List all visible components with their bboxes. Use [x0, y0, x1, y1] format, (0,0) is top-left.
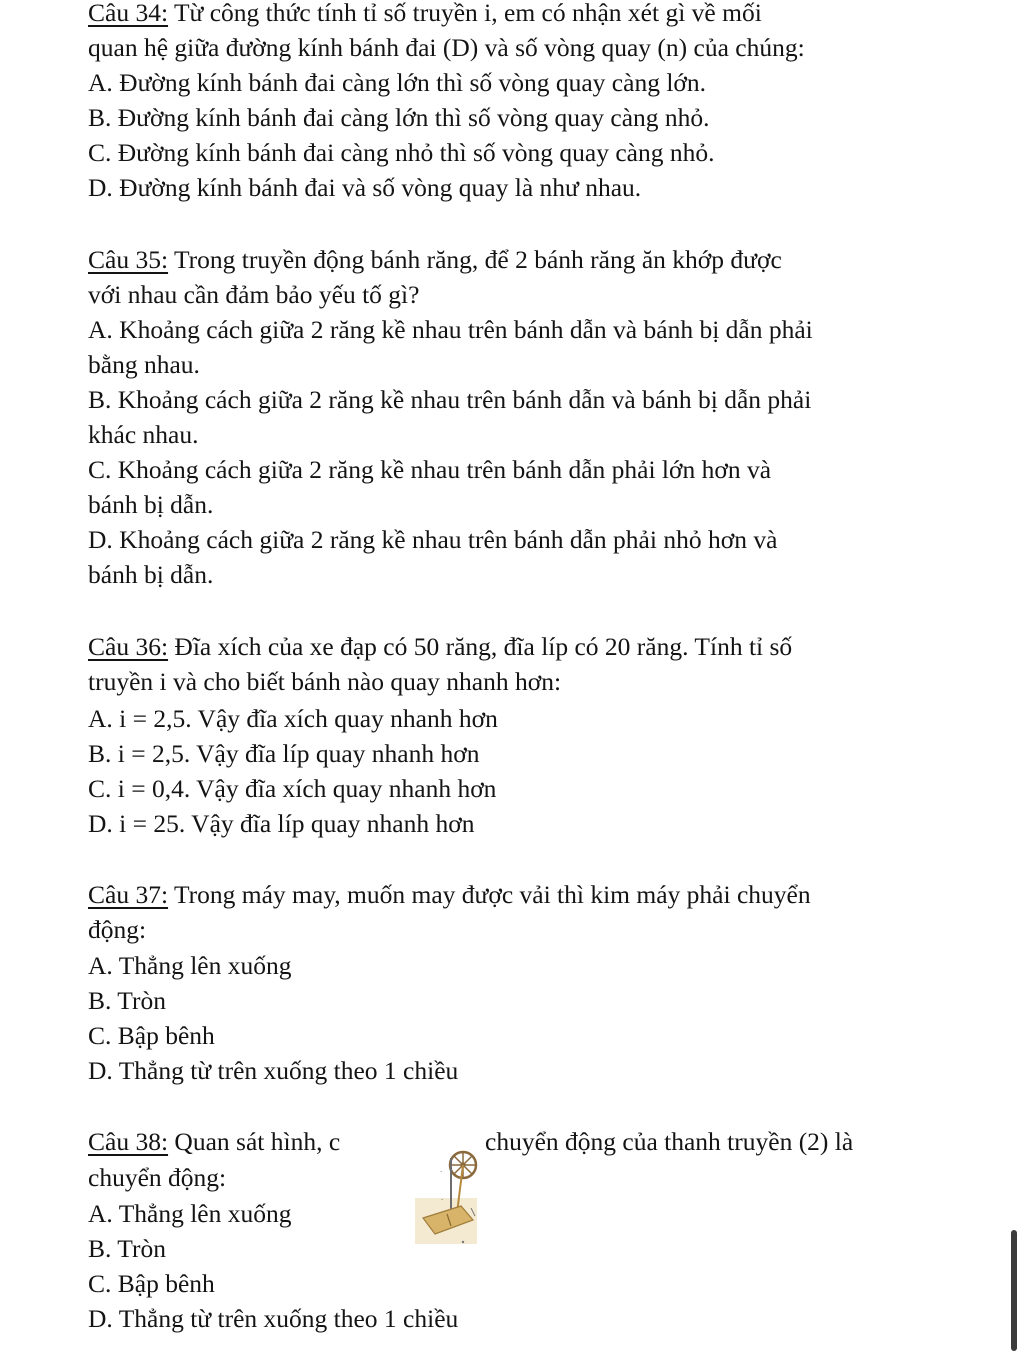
question-37-option-b: B. Tròn [88, 986, 166, 1015]
question-34-stem-text: Từ công thức tính tỉ số truyền i, em có nhận xét gì về mối [168, 0, 762, 27]
question-35-option-b-line-1: B. Khoảng cách giữa 2 răng kề nhau trên bánh dẫn và bánh bị dẫn phải [88, 385, 812, 414]
question-34-option-b: B. Đường kính bánh đai càng lớn thì số vòng quay càng nhỏ. [88, 103, 710, 132]
scrollbar-thumb[interactable] [1011, 1230, 1017, 1351]
question-35-option-d-line-1: D. Khoảng cách giữa 2 răng kề nhau trên bánh dẫn phải nhỏ hơn và [88, 525, 778, 554]
question-36-stem-line-1 [88, 632, 792, 662]
question-37-option-a: A. Thẳng lên xuống [88, 951, 292, 980]
question-36-option-d: D. i = 25. Vậy đĩa líp quay nhanh hơn [88, 809, 475, 838]
question-36-option-c: C. i = 0,4. Vậy đĩa xích quay nhanh hơn [88, 774, 497, 803]
question-34-option-c: C. Đường kính bánh đai càng nhỏ thì số vòng quay càng nhỏ. [88, 138, 715, 167]
question-34-option-a: A. Đường kính bánh đai càng lớn thì số vòng quay càng lớn. [88, 68, 707, 97]
question-36-option-a: A. i = 2,5. Vậy đĩa xích quay nhanh hơn [88, 704, 498, 733]
question-35-label: Câu 35: [88, 245, 169, 274]
question-38-stem-text-start: Quan sát hình, c [168, 1127, 341, 1156]
question-34-label: Câu 34: [88, 0, 169, 27]
question-35-option-a-line-2: bằng nhau. [88, 350, 200, 379]
question-35-stem-text: Trong truyền động bánh răng, để 2 bánh răng ăn khớp được [168, 245, 782, 274]
question-34-stem-line-1 [88, 0, 943, 28]
sewing-machine-mechanism-icon [411, 1138, 481, 1244]
question-35-option-c-line-1: C. Khoảng cách giữa 2 răng kề nhau trên bánh dẫn phải lớn hơn và [88, 455, 772, 484]
question-37-label: Câu 37: [88, 880, 169, 909]
question-38-option-a: A. Thẳng lên xuống [88, 1199, 292, 1228]
question-37-option-c: C. Bập bênh [88, 1021, 215, 1050]
question-37-stem-line-2: động: [88, 915, 147, 944]
question-38-stem-line-1-start [88, 1127, 340, 1157]
question-37-option-d: D. Thẳng từ trên xuống theo 1 chiều [88, 1056, 459, 1085]
question-34-option-d: D. Đường kính bánh đai và số vòng quay là như nhau. [88, 173, 642, 202]
question-37-stem-text: Trong máy may, muốn may được vải thì kim máy phải chuyển [168, 880, 811, 909]
question-37-stem-line-1 [88, 880, 811, 910]
question-35-option-b-line-2: khác nhau. [88, 420, 199, 449]
question-36-stem-line-2: truyền i và cho biết bánh nào quay nhanh hơn: [88, 667, 562, 696]
question-38-option-b: B. Tròn [88, 1234, 166, 1263]
question-36-option-b: B. i = 2,5. Vậy đĩa líp quay nhanh hơn [88, 739, 480, 768]
question-36-label: Câu 36: [88, 632, 169, 661]
question-38-stem-line-2: chuyển động: [88, 1163, 227, 1192]
question-35-stem-line-2: với nhau cần đảm bảo yếu tố gì? [88, 280, 420, 309]
svg-text:.: . [441, 1194, 444, 1202]
question-35-option-c-line-2: bánh bị dẫn. [88, 490, 214, 519]
question-35-stem-line-1 [88, 245, 782, 275]
question-38-option-d: D. Thẳng từ trên xuống theo 1 chiều [88, 1304, 459, 1333]
question-38-stem-line-1-end: chuyển động của thanh truyền (2) là [485, 1127, 854, 1156]
question-35-option-d-line-2: bánh bị dẫn. [88, 560, 214, 589]
question-38-option-c: C. Bập bênh [88, 1269, 215, 1298]
question-36-stem-text: Đĩa xích của xe đạp có 50 răng, đĩa líp có 20 răng. Tính tỉ số [168, 632, 793, 661]
question-35-option-a-line-1: A. Khoảng cách giữa 2 răng kề nhau trên bánh dẫn và bánh bị dẫn phải [88, 315, 813, 344]
question-38-label: Câu 38: [88, 1127, 169, 1156]
svg-text:.: . [440, 1166, 443, 1174]
question-34-stem-line-2: quan hệ giữa đường kính bánh đai (D) và số vòng quay (n) của chúng: [88, 33, 805, 62]
